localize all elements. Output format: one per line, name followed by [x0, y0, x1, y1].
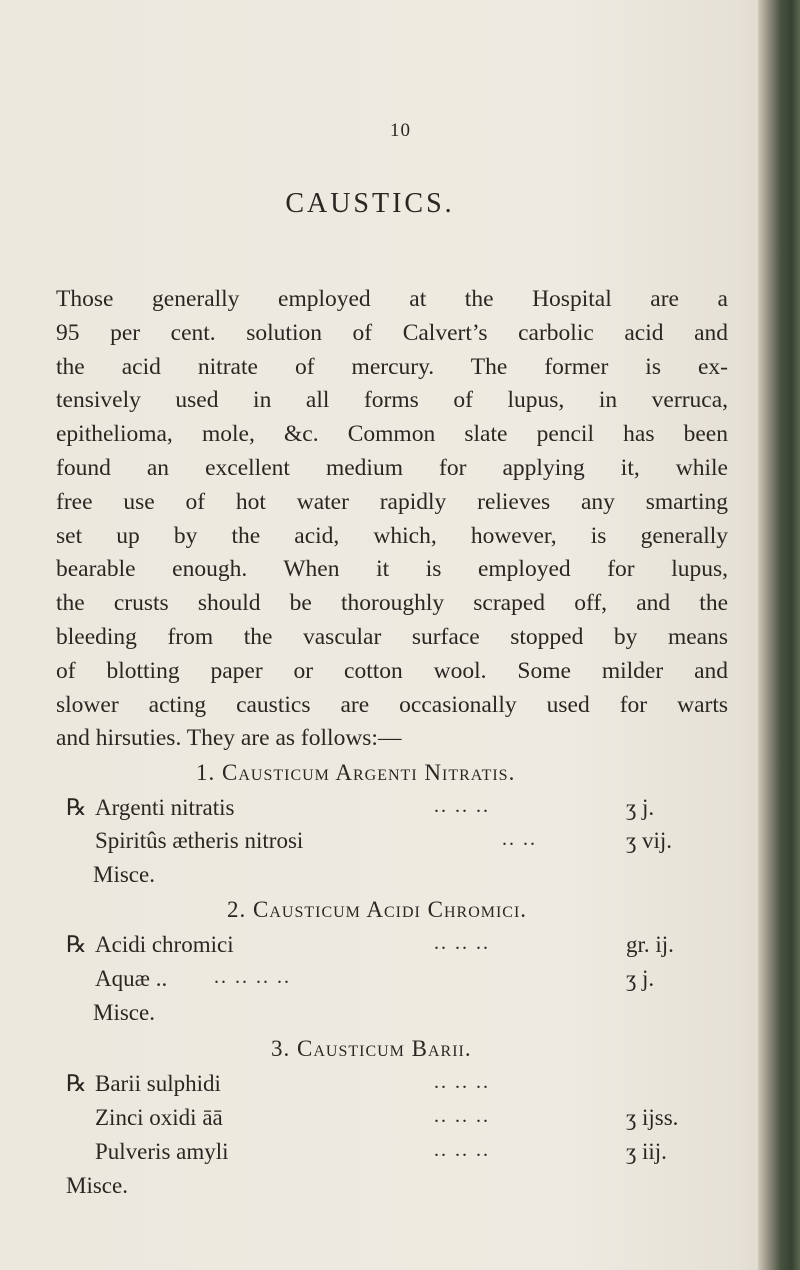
- ingredient-name: Acidi chromici: [95, 932, 234, 957]
- leader-dots: .. .. ..: [434, 1139, 490, 1161]
- misce-instruction: Misce.: [93, 862, 155, 887]
- ingredient-quantity: ʒ j.: [626, 795, 655, 820]
- paragraph-line: found an excellent medium for applying it, while: [56, 454, 728, 481]
- ingredient-quantity: ʒ vij.: [626, 828, 672, 853]
- leader-dots: .. .. ..: [434, 1071, 490, 1093]
- leader-dots: .. .. .. ..: [214, 966, 291, 988]
- prescription-symbol: ℞: [66, 795, 87, 820]
- ingredient-name: Pulveris amyli: [95, 1139, 229, 1164]
- paragraph-line: free use of hot water rapidly relieves any smarting: [56, 488, 728, 515]
- section-title: CAUSTICS.: [285, 188, 455, 219]
- paragraph-line: 95 per cent. solution of Calvert’s carbolic acid and: [56, 319, 728, 346]
- page-number: 10: [390, 120, 411, 141]
- recipe-line: [66, 795, 726, 827]
- paragraph-line: bleeding from the vascular surface stopped by means: [56, 623, 728, 650]
- paragraph-line: of blotting paper or cotton wool. Some milder and: [56, 657, 728, 684]
- ingredient-quantity: ʒ ijss.: [626, 1105, 679, 1130]
- ingredient-name: Argenti nitratis: [95, 795, 235, 820]
- ingredient-quantity: ʒ iij.: [626, 1139, 667, 1164]
- recipe-line: [66, 828, 726, 860]
- recipe-line: [66, 1071, 726, 1103]
- paragraph-line: the crusts should be thoroughly scraped off, and the: [56, 590, 728, 617]
- recipe-line: [66, 1139, 726, 1171]
- paragraph-line: tensively used in all forms of lupus, in verruca,: [56, 387, 728, 414]
- paragraph-line: Those generally employed at the Hospital are a: [56, 286, 728, 312]
- paragraph-line: slower acting caustics are occasionally used for warts: [56, 691, 728, 718]
- paragraph-line: set up by the acid, which, however, is generally: [56, 522, 728, 549]
- prescription-symbol: ℞: [66, 1071, 87, 1096]
- ingredient-name: Zinci oxidi āā: [95, 1105, 223, 1130]
- paragraph-line: and hirsuties. They are as follows:—: [56, 725, 402, 752]
- paragraph-line: the acid nitrate of mercury. The former is ex-: [56, 353, 728, 380]
- ingredient-quantity: gr. ij.: [626, 932, 674, 957]
- page-edge-shadow: [758, 0, 800, 1270]
- leader-dots: .. .. ..: [434, 795, 490, 817]
- ingredient-name: Spiritûs ætheris nitrosi: [95, 828, 304, 853]
- leader-dots: .. ..: [502, 828, 537, 850]
- ingredient-quantity: ʒ j.: [626, 966, 655, 991]
- paragraph-line: epithelioma, mole, &c. Common slate pencil has been: [56, 421, 728, 448]
- leader-dots: .. .. ..: [434, 932, 490, 954]
- paragraph-line: bearable enough. When it is employed for lupus,: [56, 556, 728, 583]
- recipe-line: [66, 1105, 726, 1137]
- recipe-heading: 3. Causticum Barii.: [271, 1036, 472, 1061]
- leader-dots: .. .. ..: [434, 1105, 490, 1127]
- ingredient-name: Barii sulphidi: [95, 1071, 221, 1096]
- recipe-line: [66, 966, 726, 998]
- ingredient-name: Aquæ ..: [95, 966, 168, 991]
- recipe-heading: 2. Causticum Acidi Chromici.: [227, 897, 528, 922]
- recipe-heading: 1. Causticum Argenti Nitratis.: [196, 760, 516, 785]
- recipe-line: [66, 932, 726, 964]
- intro-paragraph: [56, 283, 728, 756]
- misce-instruction: Misce.: [93, 1000, 155, 1025]
- misce-instruction: Misce.: [66, 1173, 128, 1198]
- prescription-symbol: ℞: [66, 932, 87, 957]
